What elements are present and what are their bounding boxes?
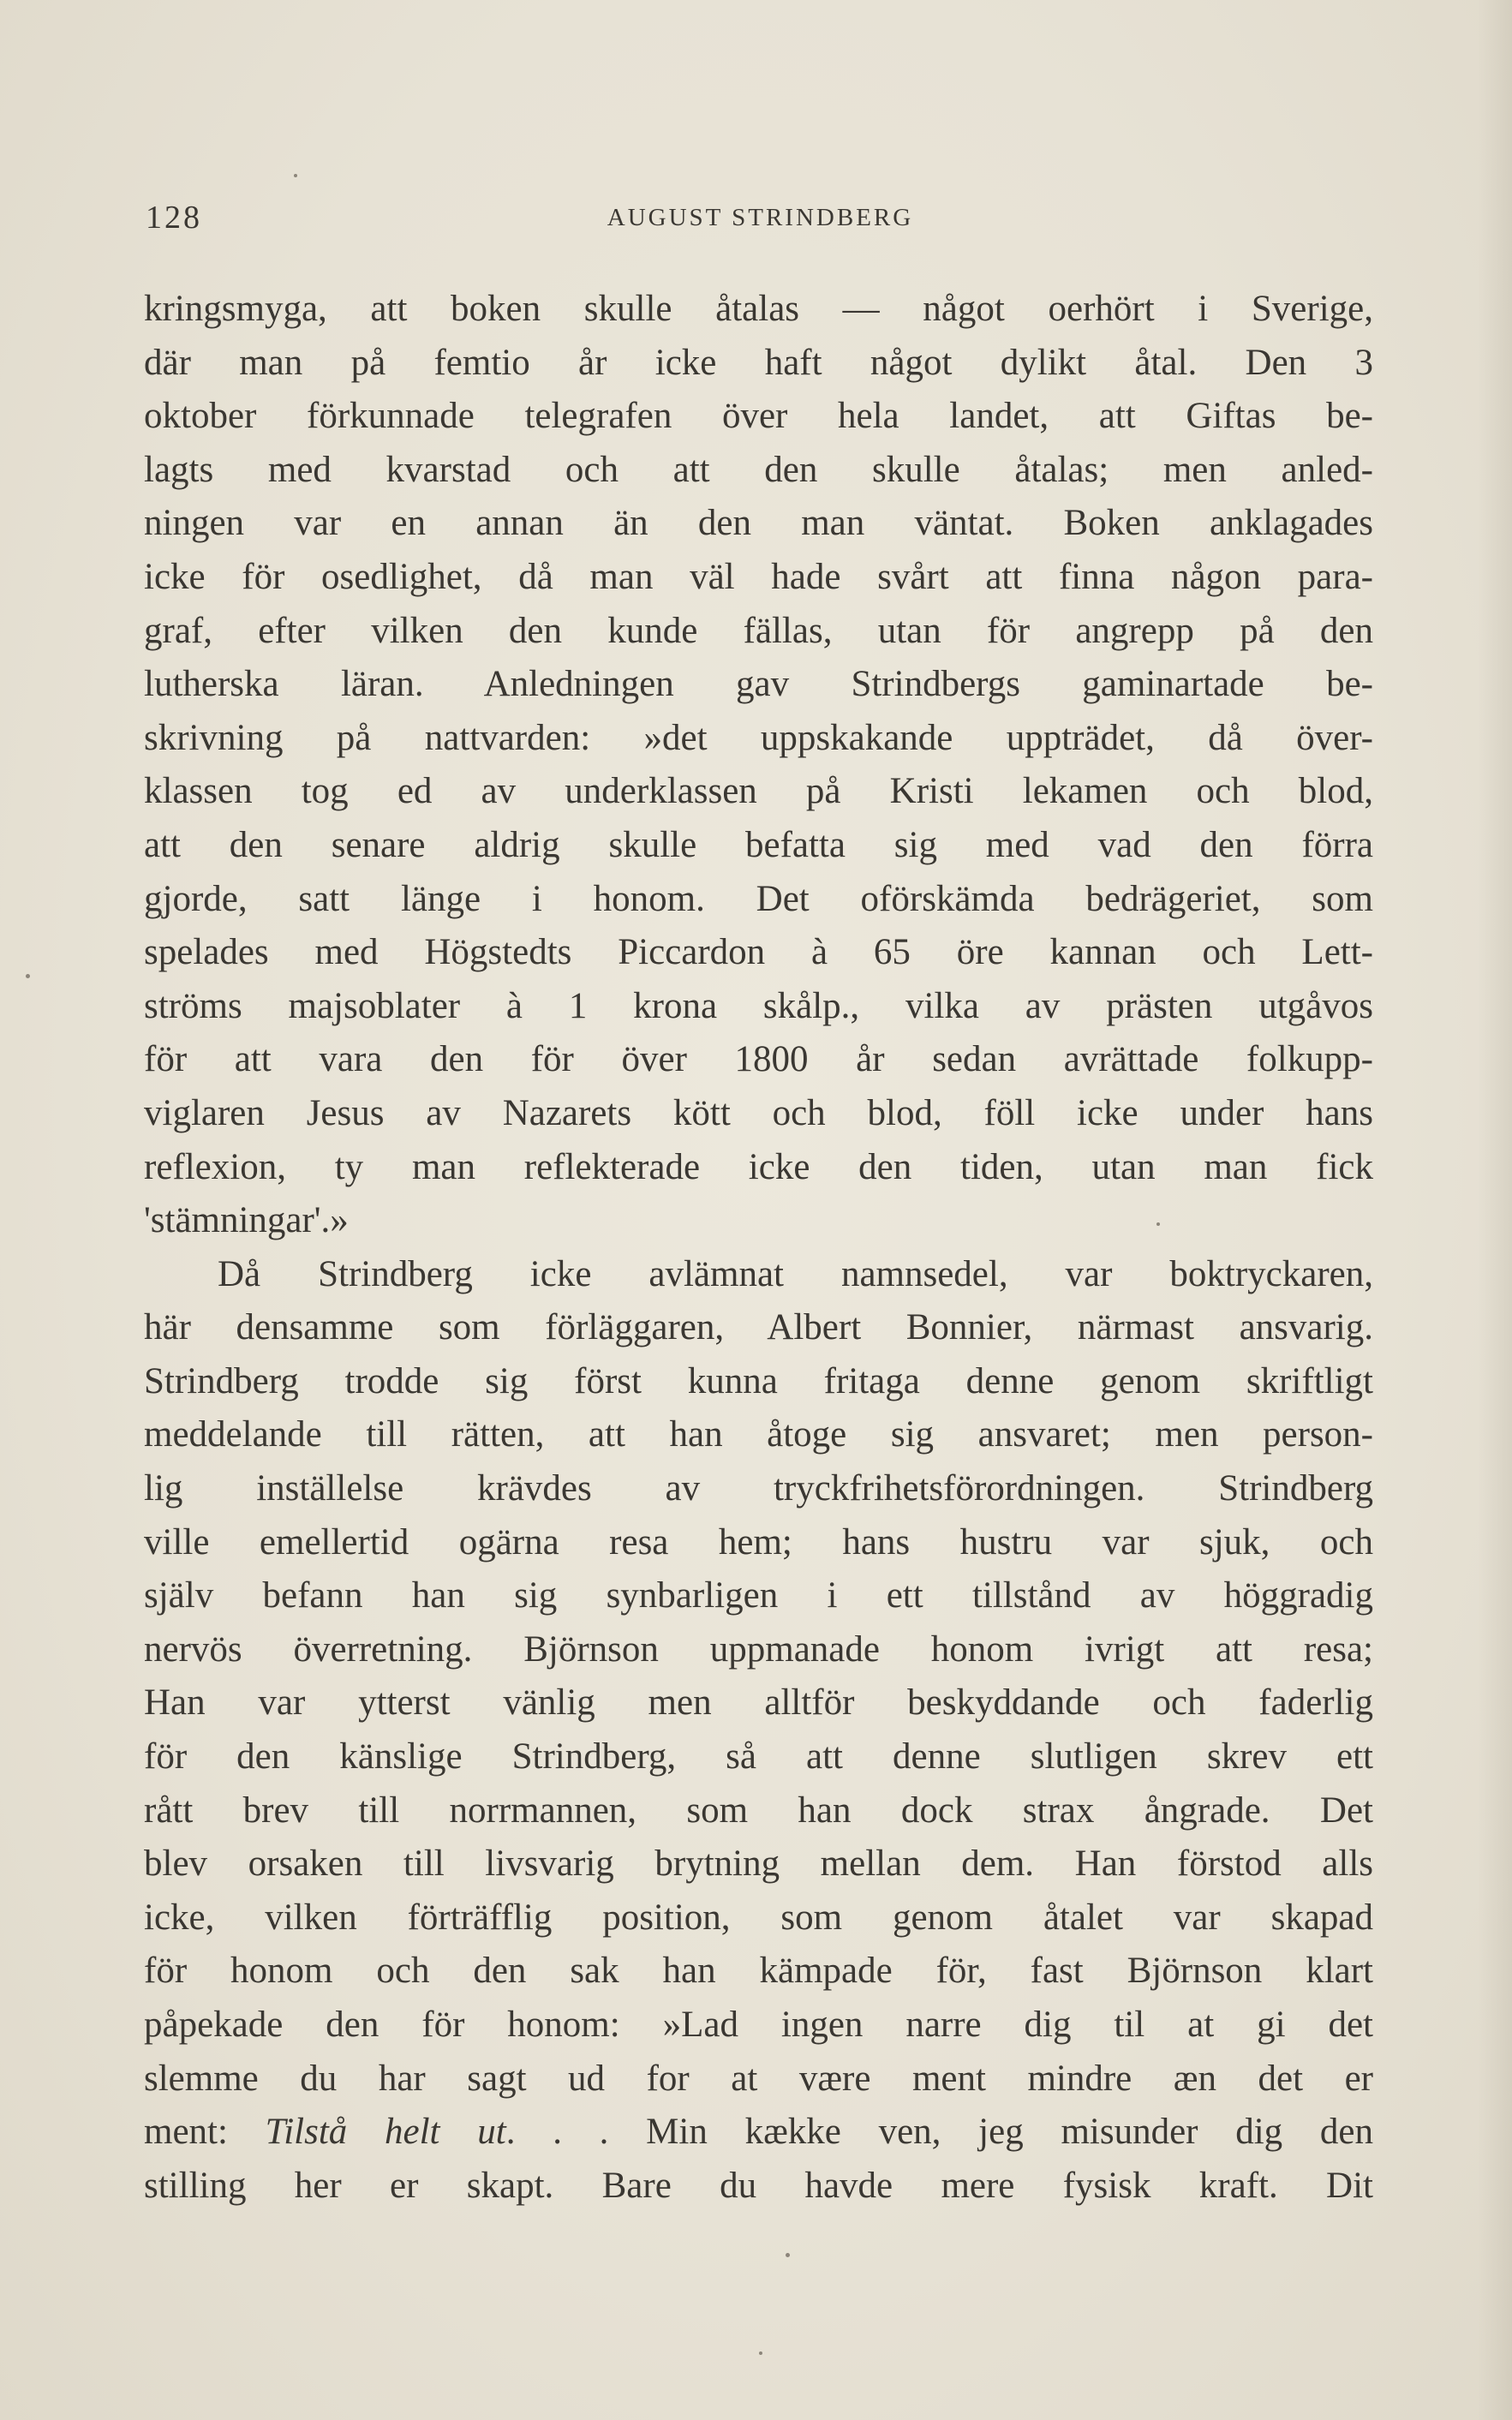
italic-phrase: Tilstå helt ut bbox=[265, 2112, 506, 2153]
text-line: meddelande till rätten, att han åtoge sig ansvaret; men person- bbox=[144, 1414, 1373, 1455]
text-line: reflexion, ty man reflekterade icke den tiden, utan man fick bbox=[144, 1146, 1373, 1187]
text-line: oktober förkunnade telegrafen över hela landet, att Giftas be- bbox=[144, 396, 1373, 437]
paper-speck bbox=[786, 2253, 790, 2257]
text-line: skrivning på nattvarden: »det uppskakande uppträdet, då över- bbox=[144, 717, 1373, 758]
text-line: för att vara den för över 1800 år sedan avrättade folkupp- bbox=[144, 1039, 1373, 1080]
page-header bbox=[146, 199, 1375, 240]
paragraph-start-line: Då Strindberg icke avlämnat namnsedel, var boktryckaren, bbox=[218, 1253, 1373, 1294]
text-line: gjorde, satt länge i honom. Det oförskämda bedrägeriet, som bbox=[144, 878, 1373, 919]
page-number: 128 bbox=[146, 200, 202, 236]
text-line: icke, vilken förträfflig position, som genom åtalet var skapad bbox=[144, 1897, 1373, 1938]
text-line: viglaren Jesus av Nazarets kött och blod, föll icke under hans bbox=[144, 1092, 1373, 1133]
text-line: graf, efter vilken den kunde fällas, utan för angrepp på den bbox=[144, 610, 1373, 651]
text-line: 'stämningar'.» bbox=[144, 1200, 349, 1241]
text-line: lig inställelse krävdes av tryckfrihetsförordningen. Strindberg bbox=[144, 1468, 1373, 1509]
text-line: ströms majsoblater à 1 krona skålp., vilka av prästen utgåvos bbox=[144, 985, 1373, 1026]
text-line: där man på femtio år icke haft något dylikt åtal. Den 3 bbox=[144, 342, 1373, 383]
text-line: slemme du har sagt ud for at være ment mindre æn det er bbox=[144, 2058, 1373, 2099]
text-line: spelades med Högstedts Piccardon à 65 öre kannan och Lett- bbox=[144, 932, 1373, 973]
text-line: lagts med kvarstad och att den skulle åtalas; men anled- bbox=[144, 449, 1373, 490]
text-line: lutherska läran. Anledningen gav Strindbergs gaminartade be- bbox=[144, 664, 1373, 705]
line-text: ment: bbox=[144, 2112, 266, 2153]
text-line: själv befann han sig synbarligen i ett tillstånd av höggradig bbox=[144, 1575, 1373, 1616]
text-line: att den senare aldrig skulle befatta sig med vad den förra bbox=[144, 824, 1373, 865]
text-line: kringsmyga, att boken skulle åtalas — något oerhört i Sverige, bbox=[144, 289, 1373, 329]
paper-speck bbox=[26, 974, 30, 978]
paper-speck bbox=[759, 2351, 762, 2355]
paper-speck bbox=[294, 174, 297, 177]
text-line: nervös överretning. Björnson uppmanade honom ivrigt att resa; bbox=[144, 1628, 1373, 1670]
text-line: påpekade den för honom: »Lad ingen narre dig til at gi det bbox=[144, 2005, 1373, 2045]
page-edge-shadow bbox=[1478, 0, 1512, 2420]
text-line: ville emellertid ogärna resa hem; hans hustru var sjuk, och bbox=[144, 1521, 1373, 1563]
text-line: icke för osedlighet, då man väl hade svårt att finna någon para- bbox=[144, 556, 1373, 597]
running-head: AUGUST STRINDBERG bbox=[607, 204, 914, 231]
text-line: stilling her er skapt. Bare du havde mere fysisk kraft. Dit bbox=[144, 2165, 1373, 2206]
text-line-with-italic bbox=[144, 2106, 1373, 2160]
text-line: klassen tog ed av underklassen på Kristi lekamen och blod, bbox=[144, 771, 1373, 812]
text-line: blev orsaken till livsvarig brytning mellan dem. Han förstod alls bbox=[144, 1843, 1373, 1885]
body-text bbox=[144, 283, 1373, 2213]
text-line: Han var ytterst vänlig men alltför beskyddande och faderlig bbox=[144, 1682, 1373, 1724]
text-line: för honom och den sak han kämpade för, fast Björnson klart bbox=[144, 1951, 1373, 1992]
line-text: . . . Min kække ven, jeg misunder dig den bbox=[505, 2112, 1373, 2153]
text-line: här densamme som förläggaren, Albert Bonnier, närmast ansvarig. bbox=[144, 1307, 1373, 1348]
text-line: för den känslige Strindberg, så att denne slutligen skrev ett bbox=[144, 1736, 1373, 1778]
text-line: ningen var en annan än den man väntat. Boken anklagades bbox=[144, 503, 1373, 544]
text-line: rått brev till norrmannen, som han dock strax ångrade. Det bbox=[144, 1790, 1373, 1831]
text-line: Strindberg trodde sig först kunna fritaga denne genom skriftligt bbox=[144, 1360, 1373, 1401]
paper-speck bbox=[1156, 1222, 1160, 1226]
